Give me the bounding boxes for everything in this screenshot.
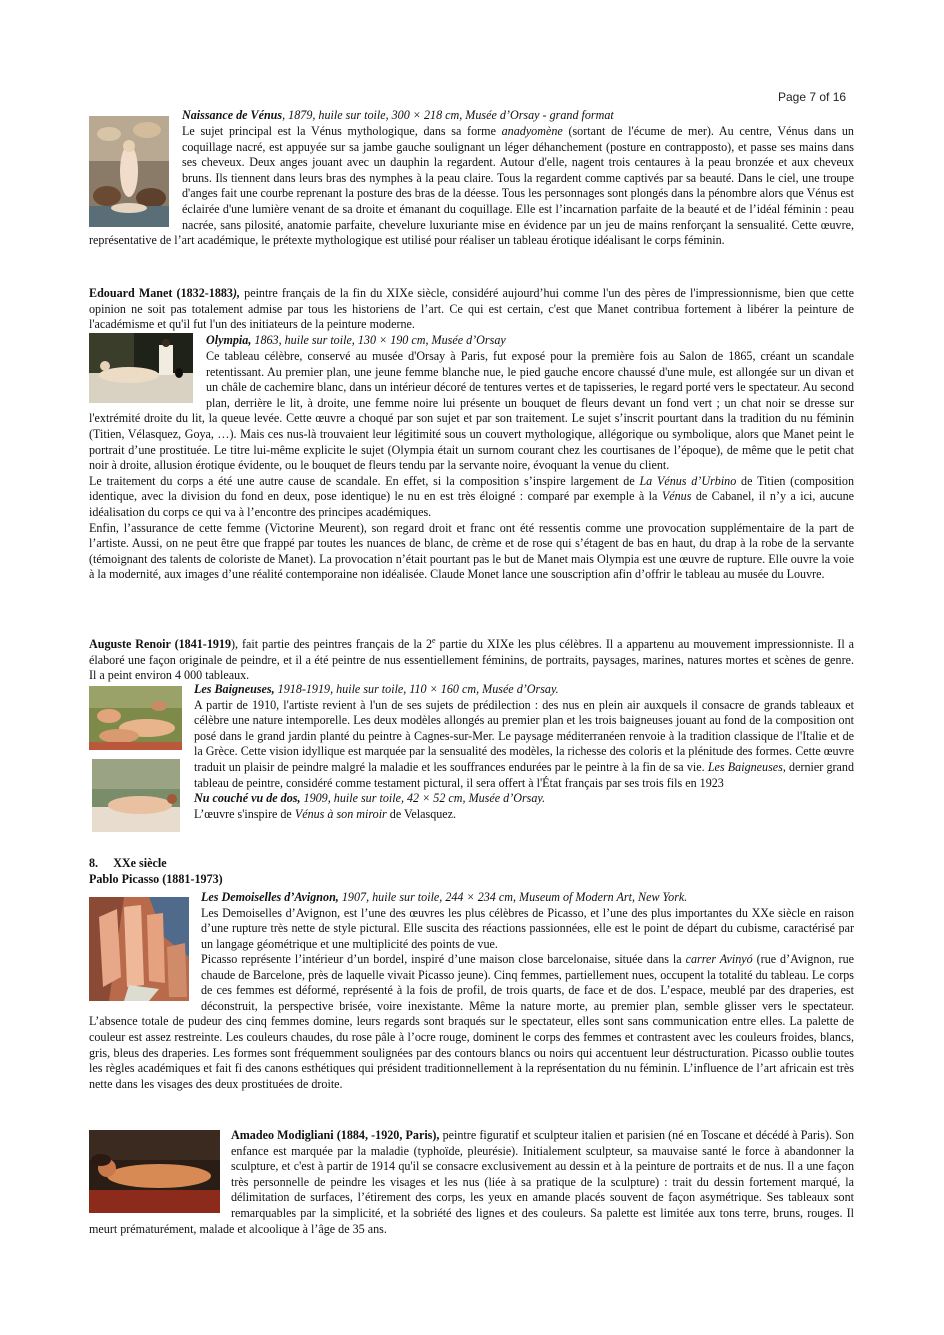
olympia-p3: Enfin, l’assurance de cette femme (Victorine Meurent), son regard droit et franc ont été ressentis comme une provocation supplémentaire de la part de l’artiste. Aussi, on ne peut être que frappé par toutes les nuances de blanc, de crème et de rose qui s’étagent de bas en haut, du drap à la robe de la servante (témoignant des talents de coloriste de Manet). La provocation n’était pourtant pas le but de Manet mais Olympia est une œuvre de rupture. Elle ouvre la voie à la modernité, aux images d’une réalité contemporaine non idéalisée. Claude Monet lance une souscription afin d’offrir le tableau au musée du Louvre.	[89, 520, 854, 582]
modigliani-paragraph	[89, 1128, 854, 1237]
demoiselles-caption	[201, 890, 854, 952]
venus-p1: Le sujet principal est la Vénus mythologique, dans sa forme	[182, 124, 496, 138]
modigliani-block	[89, 1128, 854, 1237]
manet-name: Edouard Manet (1832-1883	[89, 286, 233, 300]
olympia-p1	[89, 349, 854, 474]
baigneuses-p-b: , dernier grand tableau de peintre, considéré comme testament pictural, il sera offert à l'État français par ses trois fils en 1923	[194, 759, 854, 790]
venus-text-top	[89, 124, 854, 249]
olympia-p2c: de Cabanel, il n’y a ici, aucune idéalisation du corps ce qui va à l’encontre des principes académiques.	[89, 489, 855, 519]
naissance-de-venus-caption	[182, 108, 854, 124]
modigliani-float	[89, 1128, 231, 1220]
venus-p1b: (sortant de l'écume de mer). Au centre, Vénus dans un coquillage nacré, est appuyée sur sa jambe gauche soulignant un léger déhanchement (posture en contrapposto), et passe ses mains dans ses cheveux. Deux anges jouant avec un dauphin la regardent. Autour d'elle, nagent trois centaures à la peau bronzée et aux cheveux bruns. Ils tiennent dans leurs bras des nymphes à la peau claire. Tous la regardent comme captivés par sa beauté. Dans le ciel, une troupe d'anges fait une courbe reprenant la posture des bras de la déesse. Tous les personnages sont plongés dans la pénombre alors que Vénus est éclairée d'une lumière venant de sa droite et émanant du coquillage. Elle est l’incarnation parfaite de la beauté et de l’idéal féminin : peau nacrée, sans pilosité, anatomie parfaite, chevelure luxuriante mise en évidence par un jeu de mains renforçant la sensualité. Cette œuvre, représentative de l’art académique, le prétexte mythologique est utilisé pour réaliser un tableau érotique idéalisant le corps féminin.	[89, 124, 854, 248]
olympia-p2a: Le traitement du corps a été une autre cause de scandale. En effet, si la composition s’inspire largement de	[89, 473, 635, 488]
olympia-float	[89, 349, 206, 403]
venus-p1-em: anadyomène	[501, 124, 563, 138]
modigliani-text: peintre figuratif et sculpteur italien et parisien (né en Toscane et décédé à Paris). Son enfance est marquée par la maladie (typhoïde, pleurésie). Initialement sculpteur, sa mauvaise santé le force à abandonner la sculpture, et c'est à partir de 1914 qu'il se consacre exclusivement au dessin et à la peinture de portraits et de nus. Il a une façon très personnelle de peindre les visages et les nus (liée à sa pratique de la sculpture) : trait du dessin fortement marqué, la délimitation de surfaces, l’étirement des corps, les yeux en amande placés souvent de façon asymétrique. Ses tableaux sont remarquables par la simplicité, et la sobriété des lignes et des couleurs. Sa palette est limitée aux tons terre, bruns, rouges. Il meurt prématurément, malade et alcoolique à l’âge de 35 ans.	[89, 1128, 854, 1236]
demoiselles-p1: Les Demoiselles d’Avignon, est l’une des œuvres les plus célèbres de Picasso, et l’une des plus importantes du XXe siècle en raison d’une rupture très nette de style pictural. Elle suscita des réactions passionnées, elle est le point de départ du cubisme, caractérisé par un langage géométrique et une multiplicité des points de vue.	[201, 905, 854, 951]
olympia-text	[89, 349, 854, 583]
nu-p-b: de Velasquez.	[389, 806, 457, 821]
nu-couche-vu-de-dos-image	[92, 759, 180, 832]
nu-p-a: L’œuvre s'inspire de	[194, 806, 292, 821]
baigneuses-p-a: A partir de 1910, l'artiste revient à l'un de ses sujets de prédilection : des nus en plein air auxquels il consacre de grands tableaux et célèbre une nature intemporelle. Les deux modèles allongés au premier plan et les trois baigneuses jouant au fond de la composition ont posé dans le grand jardin planté du peintre à Cagnes-sur-Mer. Le paysage méditerranéen renvoie à la tradition classique de l'Italie et de la Grèce. Cette vision idyllique est marquée par la sensualité des modèles, la richesse des coloris et la plénitude des formes. Cette œuvre traduit un plaisir de peindre malgré la maladie et les souffrances endurées par le peintre à la fin de sa vie.	[194, 697, 854, 774]
nu-title: Nu couché vu de dos,	[194, 791, 301, 806]
demoiselles-title: Les Demoiselles d’Avignon,	[201, 890, 339, 904]
modigliani-name: Amadeo Modigliani (1884, -1920, Paris	[231, 1128, 433, 1142]
olympia-p2	[89, 474, 854, 521]
renoir-intro-sup: e	[432, 636, 436, 645]
manet-name-tail: ),	[232, 286, 241, 300]
nu-p-em: Vénus à son miroir	[294, 806, 387, 821]
demoiselles-meta: 1907, huile sur toile, 244 × 234 cm, Museum of Modern Art, New York.	[341, 890, 688, 904]
demoiselles-text	[89, 952, 854, 1092]
section-title: XXe siècle	[113, 856, 167, 870]
les-baigneuses-image	[89, 686, 182, 750]
venus-float	[89, 124, 182, 232]
renoir-intro-b: partie du XIXe les plus célèbres. Il a appartenu au mouvement impressionniste. Il a élaboré une façon originale de peindre, et il a été peintre de nus essentiellement féminins, de portraits, paysages, marines, natures mortes et scènes de genre. Il a peint environ 4 000 tableaux.	[89, 637, 854, 683]
baigneuses-meta: 1918-1919, huile sur toile, 110 × 160 cm, Musée d’Orsay.	[277, 682, 559, 696]
demoiselles-p2-em: carrer Avinyó	[685, 952, 753, 966]
demoiselles-p2b: (rue d’Avignon, rue chaude de Barcelone, près de laquelle vivait Picasso jeune). Cinq femmes, partiellement nues, occupent la totalité du tableau. Le corps de ces femmes est déformé, représenté à la fois de profil, de trois quarts, de face et de dos. L’espace, meublé par des draperies, est déconstruit, la perspective brisée, voire inexistante. Même la nature morte, au premier plan, semble glisser vers le spectateur. L’absence totale de pudeur des cinq femmes domine, leurs regards sont braqués sur le spectateur, elles sont sans communication entre elles. La palette de couleur est assez restreinte. Les couleurs chaudes, du rose pâle à l’ocre rouge, dominent le corps des femmes et contrastent avec les couleurs froides, blancs, gris, bleus des draperies. Les formes sont fréquemment soulignées par des contours blancs ou noirs qui accentuent leur déstructuration. Picasso oublie toutes les règles académiques et fait fi des canons esthétiques qui président traditionnellement à la représentation du nu féminin. L’influence de l’art africain est très nette dans les visages des deux prostituées de droite.	[89, 952, 854, 1091]
olympia-title: Olympia,	[206, 333, 252, 347]
venus-title: Naissance de Vénus	[182, 108, 283, 122]
renoir-name: Auguste Renoir (1841-1919	[89, 637, 232, 652]
baigneuses-p-em: Les Baigneuses	[707, 759, 783, 774]
nu-meta: 1909, huile sur toile, 42 × 52 cm, Musée d’Orsay.	[303, 791, 546, 806]
section-number: 8.	[89, 856, 99, 870]
les-baigneuses-caption	[194, 682, 854, 822]
venus-meta: , 1879, huile sur toile, 300 × 218 cm, Musée d’Orsay - grand format	[282, 108, 614, 122]
modigliani-name-tail: ),	[432, 1128, 440, 1142]
manet-intro: peintre français de la fin du XIXe siècle, considéré aujourd’hui comme l'un des pères de l'impressionnisme, bien que cette opinion ne soit pas totalement admise par tous les historiens de l’art. Ce qui est certain, c'est que Manet contribua fortement à libérer la peinture de l'académisme et qu'il fut l'un des initiateurs de la peinture moderne.	[89, 286, 854, 332]
demoiselles-float	[89, 952, 201, 1001]
baigneuses-title: Les Baigneuses,	[194, 682, 275, 696]
demoiselles-p2a: Picasso représente l’intérieur d’un bordel, inspiré d’une maison close barcelonaise, située dans la	[201, 952, 682, 966]
olympia-p2b: de Titien (composition identique, avec la division du fond en deux, pose identique) le nu en est très éloigné : comparé par exemple à la	[89, 473, 854, 504]
manet-intro-block	[89, 286, 854, 333]
olympia-caption	[206, 333, 854, 349]
page-number: Page 7 of 16	[778, 90, 847, 104]
section-heading	[89, 856, 854, 887]
renoir-intro-block	[89, 633, 854, 684]
olympia-p2-em1: La Vénus d’Urbino	[639, 473, 737, 488]
olympia-meta: 1863, huile sur toile, 130 × 190 cm, Musée d’Orsay	[254, 333, 506, 347]
renoir-intro-a: ), fait partie des peintres français de la 2	[231, 637, 433, 652]
olympia-p2-em2: Vénus	[661, 489, 692, 504]
demoiselles-p2	[89, 952, 854, 1092]
picasso-name: Pablo Picasso (1881-1973)	[89, 871, 223, 886]
olympia-p1-text: Ce tableau célèbre, conservé au musée d'Orsay à Paris, fut exposé pour la première fois au Salon de 1865, créant un scandale retentissant. Au premier plan, une jeune femme blanche nue, le pied gauche encore chaussé d'une mule, est allongée sur un divan et un châle de cachemire blanc, dans un intérieur décoré de tentures vertes et de tapisseries, le regard porté vers le spectateur. Au second plan, derrière le lit, à droite, une femme noire lui présente un bouquet de fleurs devant un fond vert ; un chat noir se dresse sur l'extrémité droite du lit, la queue levée. Cette œuvre a choqué par son sujet et par son traitement. Le sujet s’inscrit pourtant dans la tradition du nu féminin (Titien, Vélasquez, Goya, …). Mais ces nus-là trouvaient leur légitimité sous un couvert mythologique, allégorique ou symbolique, alors que Manet peint le portrait d’une prostituée. Le titre lui-même explicite le sujet (Olympia était un surnom courant chez les courtisanes de l’époque), de même que le petit chat noir à droite, allusion érotique évidente, ou le bouquet de fleurs tendu par la servante noire, évoquant la venue du client.	[89, 349, 854, 473]
